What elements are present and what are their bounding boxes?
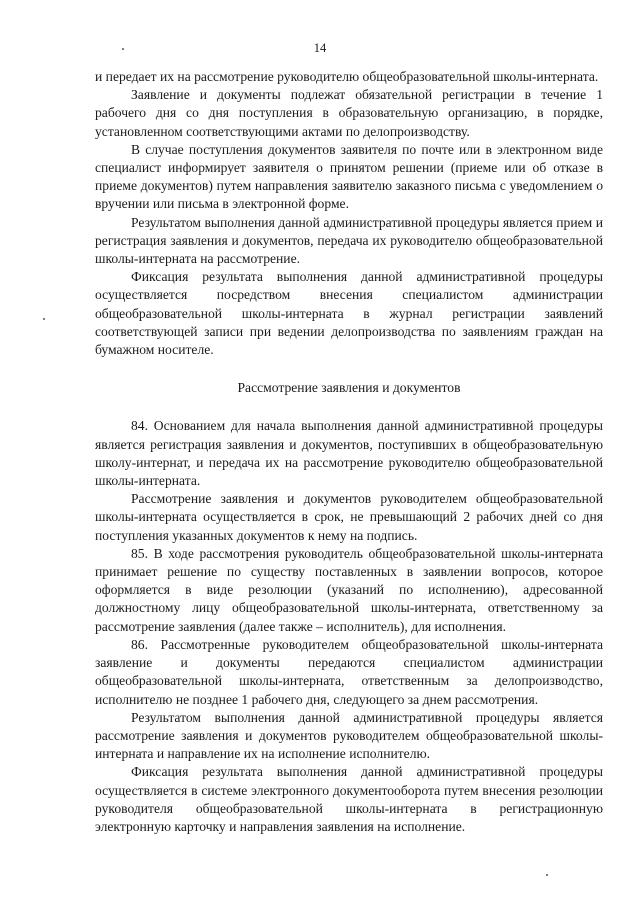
scan-speck <box>43 318 45 320</box>
paragraph: Фиксация результата выполнения данной административной процедуры осуществляется в системе электронного документооборота путем внесения резолюции руководителя общеобразовательной школы-интерната в регистрационную электронную карточку и направления заявления на исполнение. <box>95 764 603 834</box>
paragraph: Заявление и документы подлежат обязательной регистрации в течение 1 рабочего дня со дня поступления в образовательную организацию, в порядке, установленном соответствующими актами по делопроизводству. <box>95 87 603 139</box>
document-body <box>95 68 603 836</box>
page-number: 14 <box>313 41 327 55</box>
section-heading: Рассмотрение заявления и документов <box>237 380 461 396</box>
paragraph: Рассмотрение заявления и документов руководителем общеобразовательной школы-интерната осуществляется в срок, не превышающий 2 рабочих дней со дня поступления указанных документов к нему на подпись. <box>95 491 603 543</box>
scan-speck <box>122 48 124 50</box>
paragraph: Результатом выполнения данной административной процедуры является прием и регистрация заявления и документов, передача их руководителю общеобразовательной школы-интерната на рассмотрение. <box>95 214 603 267</box>
paragraph: 85. В ходе рассмотрения руководитель общеобразовательной школы-интерната принимает решение по существу поставленных в заявлении вопросов, которое оформляется в виде резолюции (указаний по исполнению), адресованной должностному лицу общеобразовательной школы-интерната, ответственному за рассмотрение заявления (далее также – исполнитель), для исполнения. <box>95 545 603 634</box>
paragraph: и передает их на рассмотрение руководителю общеобразовательной школы-интерната. <box>95 69 599 84</box>
paragraph: 86. Рассмотренные руководителем общеобразовательной школы-интерната заявление и документы передаются специалистом администрации общеобразовательной школы-интерната, ответственным за делопроизводство, исполнителю не позднее 1 рабочего дня, следующего за днем рассмотрения. <box>95 636 603 707</box>
paragraph: Результатом выполнения данной административной процедуры является рассмотрение заявления и документов руководителем общеобразовательной школы-интерната и направление их на исполнение исполнителю. <box>95 709 603 762</box>
paragraph: Фиксация результата выполнения данной административной процедуры осуществляется посредством внесения специалистом администрации общеобразовательной школы-интерната в журнал регистрации заявлений соответствующей записи при ведении делопроизводства по заявлениям граждан на бумажном носителе. <box>95 269 603 358</box>
paragraph: 84. Основанием для начала выполнения данной административной процедуры является регистрация заявления и документов, поступивших в общеобразовательную школу-интернат, и передача их на рассмотрение руководителю общеобразовательной школы-интерната. <box>95 418 603 489</box>
paragraph: В случае поступления документов заявителя по почте или в электронном виде специалист информирует заявителя о принятом решении (приеме или об отказе в приеме документов) путем направления заявителю заказного письма с уведомлением о вручении или письма в электронной форме. <box>95 141 603 212</box>
scan-speck <box>546 874 548 876</box>
